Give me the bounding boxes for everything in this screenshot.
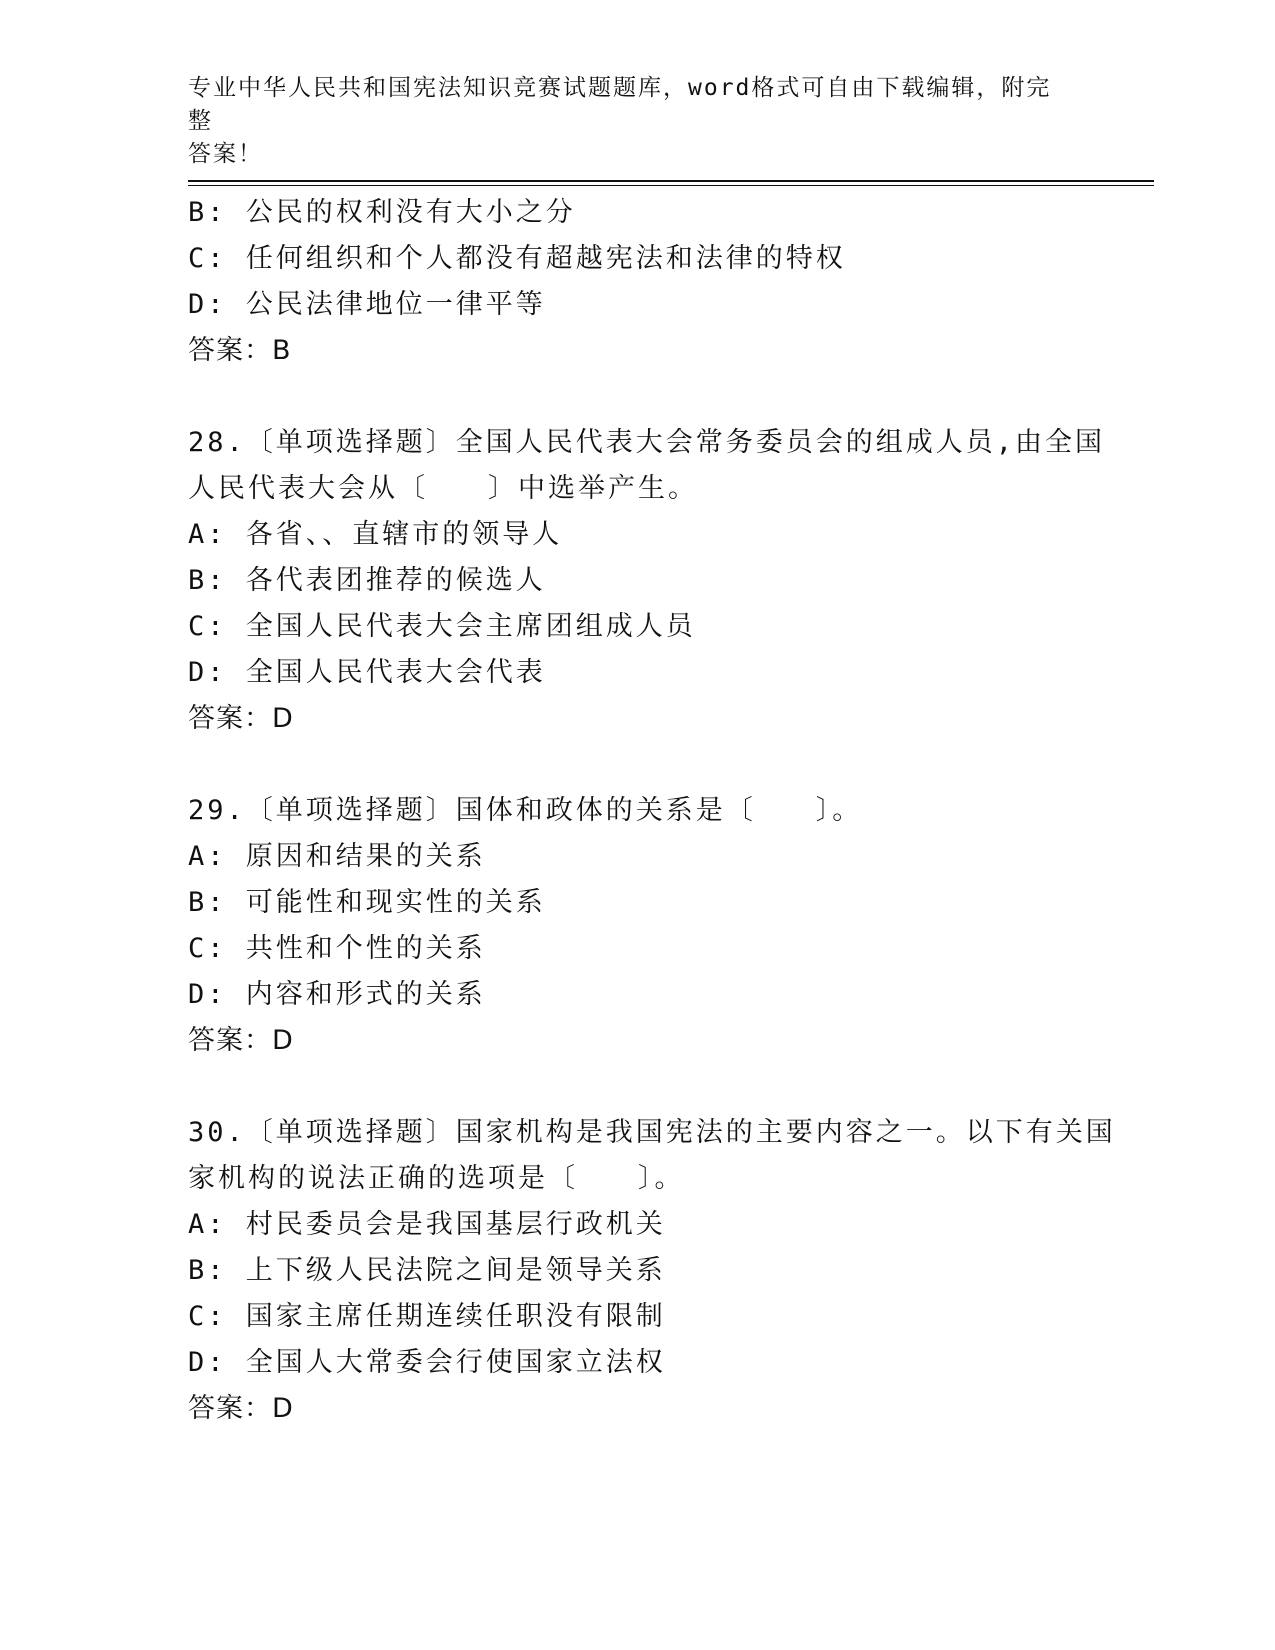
option-d: D: 全国人民代表大会代表 xyxy=(188,657,546,688)
header-line-1: 专业中华人民共和国宪法知识竞赛试题题库，word格式可自由下载编辑，附完整 xyxy=(188,75,1052,134)
question-stem: 30.〔单项选择题〕国家机构是我国宪法的主要内容之一。以下有关国 xyxy=(188,1117,1116,1148)
answer-line: 答案：D xyxy=(188,1025,294,1056)
option-b: B: 公民的权利没有大小之分 xyxy=(188,197,576,228)
option-b: B: 各代表团推荐的候选人 xyxy=(188,565,546,596)
spacer xyxy=(188,1064,1088,1110)
question-stem: 29.〔单项选择题〕国体和政体的关系是〔 〕。 xyxy=(188,795,863,826)
option-d: D: 内容和形式的关系 xyxy=(188,979,486,1010)
question-30 xyxy=(188,1110,1116,1432)
question-stem-cont: 人民代表大会从〔 〕中选举产生。 xyxy=(188,473,698,504)
option-a: A: 原因和结果的关系 xyxy=(188,841,486,872)
option-d: D: 全国人大常委会行使国家立法权 xyxy=(188,1347,666,1378)
header-divider-thin xyxy=(188,185,1154,186)
question-29 xyxy=(188,788,1088,1064)
header-line-2: 答案！ xyxy=(188,141,263,167)
answer-line: 答案：D xyxy=(188,1393,294,1424)
question-list xyxy=(188,190,1116,1432)
document-header xyxy=(188,72,1068,171)
question-stem: 28.〔单项选择题〕全国人民代表大会常务委员会的组成人员,由全国 xyxy=(188,427,1106,458)
header-divider-thick xyxy=(188,180,1154,182)
option-a: A: 各省、、直辖市的领导人 xyxy=(188,519,563,550)
option-a: A: 村民委员会是我国基层行政机关 xyxy=(188,1209,666,1240)
option-c: C: 任何组织和个人都没有超越宪法和法律的特权 xyxy=(188,243,846,274)
question-28 xyxy=(188,420,1106,742)
option-b: B: 上下级人民法院之间是领导关系 xyxy=(188,1255,666,1286)
option-c: C: 全国人民代表大会主席团组成人员 xyxy=(188,611,696,642)
answer-line: 答案：B xyxy=(188,335,292,366)
spacer xyxy=(188,742,1088,788)
answer-line: 答案：D xyxy=(188,703,294,734)
option-b: B: 可能性和现实性的关系 xyxy=(188,887,546,918)
option-d: D: 公民法律地位一律平等 xyxy=(188,289,546,320)
spacer xyxy=(188,374,1088,420)
option-c: C: 共性和个性的关系 xyxy=(188,933,486,964)
question-stem-cont: 家机构的说法正确的选项是〔 〕。 xyxy=(188,1163,685,1194)
option-c: C: 国家主席任期连续任职没有限制 xyxy=(188,1301,666,1332)
question-27-tail xyxy=(188,190,1088,374)
